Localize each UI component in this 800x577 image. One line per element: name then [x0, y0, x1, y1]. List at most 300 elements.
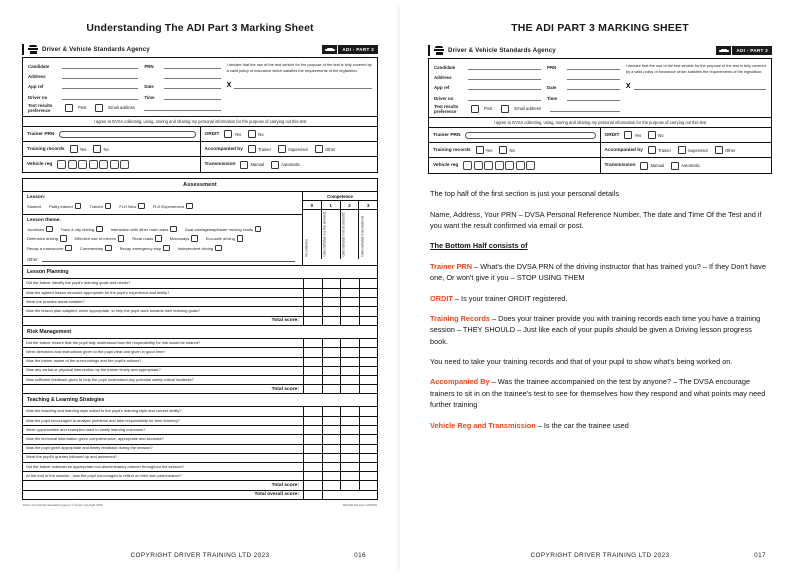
signature-mark: X — [226, 82, 232, 90]
theme-option-checkbox[interactable] — [118, 235, 125, 242]
score-cell[interactable] — [341, 453, 360, 462]
theme-option[interactable] — [206, 235, 246, 242]
score-cell[interactable] — [341, 288, 360, 297]
table-row — [23, 375, 378, 384]
question-text: Were opportunities and examples used to clarify learning outcomes? — [23, 426, 304, 435]
part-badge: ADI - PART 3 — [338, 45, 378, 55]
score-cell[interactable] — [322, 444, 341, 453]
theme-option-label: Town & city driving — [60, 226, 95, 232]
score-cell[interactable] — [341, 444, 360, 453]
paragraph-take-records: You need to take your training records and that of your pupil to show what's being worked on. — [430, 357, 733, 366]
competence-number: 0 — [310, 202, 314, 208]
email-checkbox[interactable] — [501, 105, 509, 113]
time-label: Time — [144, 94, 155, 100]
ordit-yes-checkbox[interactable] — [624, 131, 632, 139]
right-page-title: THE ADI PART 3 MARKING SHEET — [511, 22, 689, 34]
question-text: Were the pupil's queries followed up and answered? — [23, 453, 304, 462]
paragraph-vehicle-reg-text: – Is the car the trainee used — [535, 420, 629, 430]
lesson-theme-block — [23, 215, 302, 265]
student-option-checkbox[interactable] — [105, 203, 112, 210]
training-records-label: Training records — [433, 147, 471, 153]
theme-option[interactable] — [111, 226, 179, 233]
score-cell[interactable] — [304, 444, 323, 453]
score-cell[interactable] — [322, 435, 341, 444]
training-records-no-checkbox[interactable] — [93, 145, 101, 153]
accompanied-other-checkbox[interactable] — [715, 146, 723, 154]
signature-input[interactable] — [234, 82, 372, 89]
prn-input[interactable] — [567, 64, 620, 70]
theme-option[interactable] — [185, 226, 263, 233]
accompanied-trainer-checkbox[interactable] — [248, 145, 256, 153]
student-option[interactable] — [119, 203, 146, 210]
paragraph-training-records-text: – Does your trainer provide you with training records each time you have a training session – THEY SHOULD – Just like each of your pupils should be given a Driving lesson progress book. — [430, 313, 761, 346]
car-icon — [716, 46, 731, 55]
total-score-value[interactable] — [304, 316, 323, 325]
driver-no-input[interactable] — [468, 95, 541, 101]
fine-print-row — [22, 503, 378, 507]
candidate-input[interactable] — [468, 64, 541, 70]
address-input-2[interactable] — [567, 74, 620, 80]
lesson-label: Lesson: — [27, 195, 46, 201]
part-badge: ADI - PART 3 — [732, 46, 772, 56]
ordit-no-checkbox[interactable] — [648, 131, 656, 139]
competence-descriptions — [303, 210, 377, 259]
score-cell[interactable] — [304, 288, 323, 297]
theme-option[interactable] — [178, 245, 224, 252]
theme-option-checkbox[interactable] — [65, 245, 72, 252]
training-records-no-checkbox[interactable] — [499, 146, 507, 154]
marking-sheet-left — [22, 43, 378, 507]
training-records-yes-checkbox[interactable] — [476, 146, 484, 154]
student-option-label: FLH Experienced — [152, 203, 185, 209]
score-cell[interactable] — [359, 298, 378, 307]
score-cell[interactable] — [322, 348, 341, 357]
training-records-cell — [23, 142, 200, 156]
page-number: 017 — [754, 552, 766, 559]
app-ref-label: App ref — [28, 84, 44, 90]
reg-char-box[interactable] — [484, 161, 493, 170]
theme-option-label: Independent driving — [177, 245, 214, 251]
brand-rule — [22, 44, 24, 55]
question-text: Were the practice areas suitable? — [23, 298, 304, 307]
other-theme-row — [27, 256, 298, 262]
total-blank-cell — [322, 316, 341, 325]
table-row — [23, 462, 378, 471]
score-cell[interactable] — [304, 462, 323, 471]
theme-option[interactable] — [120, 245, 172, 252]
keyword-vehicle-reg-transmission: Vehicle Reg and Transmission — [430, 420, 536, 430]
theme-option-label: Rural roads — [132, 236, 154, 241]
training-records-yes-checkbox[interactable] — [70, 145, 78, 153]
student-option-checkbox[interactable] — [186, 203, 193, 210]
score-cell[interactable] — [322, 298, 341, 307]
score-cell[interactable] — [341, 307, 360, 316]
email-label: Email address — [108, 105, 135, 111]
brand-left — [22, 44, 150, 55]
theme-option[interactable] — [27, 235, 69, 242]
score-cell[interactable] — [341, 435, 360, 444]
total-score-value[interactable] — [304, 385, 323, 394]
royal-crest-icon — [28, 45, 38, 54]
theme-option[interactable] — [80, 245, 114, 252]
theme-option-checkbox[interactable] — [155, 235, 162, 242]
score-cell[interactable] — [322, 307, 341, 316]
score-cell[interactable] — [341, 375, 360, 384]
royal-crest-icon — [434, 46, 444, 55]
reg-char-box[interactable] — [526, 161, 535, 170]
score-cell[interactable] — [341, 462, 360, 471]
signature-input[interactable] — [634, 83, 766, 90]
trainer-prn-input[interactable] — [465, 132, 595, 140]
address-label: Address — [28, 74, 46, 80]
theme-option-label: Dual carriageway/faster moving roads — [184, 226, 253, 232]
question-text: Was the lesson plan adapted, when appropriate, to help the pupil work towards their learning goals? — [23, 307, 304, 316]
score-cell[interactable] — [341, 348, 360, 357]
score-cell[interactable] — [359, 339, 378, 348]
competence-number: 3 — [358, 201, 377, 209]
competence-description: No evidence — [304, 239, 309, 257]
reg-char-box[interactable] — [474, 161, 483, 170]
personal-details — [429, 59, 771, 117]
score-cell[interactable] — [341, 417, 360, 426]
test-results-preference-row — [28, 103, 221, 113]
app-ref-label: App ref — [434, 85, 450, 91]
total-blank-cell — [341, 385, 360, 394]
score-cell[interactable] — [359, 462, 378, 471]
trainer-prn-label: Trainer PRN — [433, 132, 461, 138]
student-label: Student — [27, 203, 41, 209]
score-cell[interactable] — [341, 339, 360, 348]
theme-option-checkbox[interactable] — [170, 226, 177, 233]
email-checkbox[interactable] — [95, 104, 103, 112]
accompanied-other-label: Other — [725, 147, 736, 153]
brand-bar — [22, 43, 378, 57]
theme-option-checkbox[interactable] — [255, 226, 262, 233]
lesson-planning-table — [22, 279, 378, 325]
email-input[interactable] — [550, 106, 620, 112]
score-cell[interactable] — [341, 279, 360, 288]
theme-option-checkbox[interactable] — [60, 235, 67, 242]
student-option[interactable] — [49, 203, 83, 210]
keyword-accompanied-by: Accompanied By — [430, 377, 490, 387]
table-row — [23, 279, 378, 288]
transmission-manual-checkbox[interactable] — [640, 162, 648, 170]
score-cell[interactable] — [304, 339, 323, 348]
theme-option-checkbox[interactable] — [46, 226, 53, 233]
email-input[interactable] — [144, 105, 221, 111]
accompanied-by-cell — [200, 142, 378, 156]
transmission-cell — [600, 158, 772, 173]
score-cell[interactable] — [304, 366, 323, 375]
date-label: Date — [546, 85, 557, 91]
theme-option[interactable] — [61, 226, 105, 233]
student-option[interactable] — [89, 203, 113, 210]
score-cell[interactable] — [359, 407, 378, 416]
overall-total-blank — [322, 490, 378, 499]
trainer-prn-row — [428, 128, 772, 143]
score-cell[interactable] — [322, 417, 341, 426]
paragraph-accompanied-by — [430, 376, 770, 410]
competence-numbers — [303, 201, 377, 210]
total-blank-cell — [341, 481, 360, 490]
score-cell[interactable] — [359, 417, 378, 426]
candidate-label: Candidate — [28, 63, 50, 69]
score-cell[interactable] — [322, 453, 341, 462]
address-input[interactable] — [468, 74, 541, 80]
right-page-footer — [400, 552, 800, 559]
transmission-cell — [200, 157, 378, 172]
theme-option-checkbox[interactable] — [215, 245, 222, 252]
reg-char-box[interactable] — [110, 160, 119, 169]
reg-char-box[interactable] — [120, 160, 129, 169]
question-text: Did the trainer ensure that the pupil fully understood how the responsibility for risk would be shared? — [23, 339, 304, 348]
score-cell[interactable] — [341, 366, 360, 375]
other-theme-input[interactable] — [42, 256, 295, 262]
theme-option-checkbox[interactable] — [191, 235, 198, 242]
student-options — [27, 203, 298, 212]
keyword-trainer-prn: Trainer PRN — [430, 261, 473, 271]
vehicle-reg-row — [428, 158, 772, 174]
trainer-prn-input[interactable] — [59, 131, 195, 139]
score-cell[interactable] — [359, 279, 378, 288]
reg-char-box[interactable] — [463, 161, 472, 170]
score-cell[interactable] — [322, 339, 341, 348]
theme-option[interactable] — [75, 235, 127, 242]
prn-label: PRN — [144, 63, 154, 69]
theme-option-checkbox[interactable] — [105, 245, 112, 252]
score-cell[interactable] — [304, 472, 323, 481]
brand-right — [716, 46, 772, 56]
time-input[interactable] — [567, 95, 620, 101]
student-option-checkbox[interactable] — [75, 203, 82, 210]
score-cell[interactable] — [359, 366, 378, 375]
address-input[interactable] — [62, 73, 138, 79]
reg-char-box[interactable] — [505, 161, 514, 170]
theme-option-checkbox[interactable] — [163, 245, 170, 252]
vehicle-reg-row — [22, 157, 378, 173]
trainer-prn-cell — [23, 127, 200, 141]
theme-option-checkbox[interactable] — [96, 226, 103, 233]
crown-copyright: Driver and Vehicle Standards Agency © Crown copyright 2020 — [23, 502, 103, 507]
reg-char-box[interactable] — [78, 160, 87, 169]
question-text: Was the pupil given appropriate and timely feedback during the session? — [23, 444, 304, 453]
signature-mark: X — [625, 83, 631, 91]
paragraph-trainer-prn-text: – What's the DVSA PRN of the driving instructor that has trained you? – If they Don't have one, Or won't give it you – STOP USING THEM — [430, 261, 766, 283]
post-checkbox[interactable] — [471, 105, 479, 113]
training-records-yes-label: Yes — [79, 146, 87, 152]
vehicle-reg-input[interactable] — [463, 161, 535, 170]
insurance-declaration: I declare that the use of the test vehicle for the purpose of the test is fully covered by a valid policy of insurance which satisfies the requirements of the legislation. — [625, 63, 766, 74]
address-row — [28, 72, 221, 79]
question-text: Did the trainer identify the pupil's learning goals and needs? — [23, 279, 304, 288]
table-row — [23, 453, 378, 462]
ordit-no-label: No — [258, 131, 264, 137]
score-cell[interactable] — [359, 444, 378, 453]
prn-input[interactable] — [164, 63, 220, 69]
consent-statement: I agree to DVSA collecting, using, storing and sharing my personal information for the purpose of carrying out this test — [23, 116, 377, 126]
score-cell[interactable] — [322, 375, 341, 384]
theme-option[interactable] — [27, 226, 55, 233]
reg-char-box[interactable] — [516, 161, 525, 170]
total-score-label: Total score: — [23, 481, 304, 490]
time-label: Time — [546, 95, 558, 101]
score-cell[interactable] — [359, 307, 378, 316]
accompanied-supervisor-checkbox[interactable] — [678, 146, 686, 154]
student-option[interactable] — [153, 203, 195, 210]
table-row — [23, 472, 378, 481]
brand-rule — [428, 45, 430, 56]
theme-option[interactable] — [132, 235, 163, 242]
question-text: Was sufficient feedback given to help the pupil understand any potential safety critical incidents? — [23, 375, 304, 384]
post-checkbox[interactable] — [65, 104, 73, 112]
driver-no-input[interactable] — [62, 94, 138, 100]
reg-char-box[interactable] — [495, 161, 504, 170]
signature-row — [227, 82, 372, 89]
accompanied-by-label: Accompanied by — [204, 146, 243, 152]
accompanied-supervisor-checkbox[interactable] — [278, 145, 286, 153]
transmission-automatic-checkbox[interactable] — [671, 162, 679, 170]
reg-char-box[interactable] — [68, 160, 77, 169]
explanatory-text — [400, 174, 800, 431]
theme-option-label: Eco-safe driving — [205, 236, 235, 241]
table-row — [23, 407, 378, 416]
table-row — [23, 288, 378, 297]
app-ref-input[interactable] — [62, 83, 138, 89]
training-records-label: Training records — [27, 146, 65, 152]
score-cell[interactable] — [359, 426, 378, 435]
score-cell[interactable] — [341, 407, 360, 416]
score-cell[interactable] — [322, 357, 341, 366]
question-text: At the end of the session - was the pupil encouraged to reflect on their own performance? — [23, 472, 304, 481]
score-cell[interactable] — [341, 298, 360, 307]
table-row — [23, 435, 378, 444]
paragraph-accompanied-by-text: – Was the trainee accompanied on the test by anyone? – The DVSA encourage trainers to sit in on the trainee's test to see for themselves how they respond and what points may need further training — [430, 377, 766, 410]
vehicle-reg-input[interactable] — [57, 160, 129, 169]
date-input[interactable] — [567, 84, 620, 90]
student-option-checkbox[interactable] — [138, 203, 145, 210]
ordit-yes-checkbox[interactable] — [224, 130, 232, 138]
score-cell[interactable] — [359, 453, 378, 462]
theme-option-label: Recap a manoeuvre — [27, 245, 64, 251]
address-input-2[interactable] — [164, 73, 220, 79]
brand-bar — [428, 44, 772, 58]
score-cell[interactable] — [304, 298, 323, 307]
date-input[interactable] — [164, 83, 220, 89]
student-option-label: Trained — [89, 203, 103, 209]
theme-option-label: Defensive driving — [27, 236, 59, 241]
competence-header — [303, 192, 377, 265]
score-cell[interactable] — [359, 348, 378, 357]
score-cell[interactable] — [359, 375, 378, 384]
score-cell[interactable] — [304, 357, 323, 366]
score-cell[interactable] — [304, 375, 323, 384]
score-cell[interactable] — [359, 288, 378, 297]
score-cell[interactable] — [304, 426, 323, 435]
score-cell[interactable] — [359, 435, 378, 444]
transmission-manual-checkbox[interactable] — [240, 161, 248, 169]
score-cell[interactable] — [304, 307, 323, 316]
score-cell[interactable] — [304, 348, 323, 357]
competence-description: Demonstrated in all elements — [360, 216, 365, 257]
score-cell[interactable] — [322, 462, 341, 471]
ordit-yes-label: Yes — [234, 131, 242, 137]
date-label: Date — [144, 84, 154, 90]
score-cell[interactable] — [322, 366, 341, 375]
score-cell[interactable] — [359, 357, 378, 366]
score-cell[interactable] — [304, 417, 323, 426]
total-score-value[interactable] — [304, 481, 323, 490]
score-cell[interactable] — [304, 279, 323, 288]
question-text: Was any verbal or physical intervention by the trainer timely and appropriate? — [23, 366, 304, 375]
car-icon — [322, 45, 337, 54]
overall-total-value[interactable] — [304, 490, 323, 499]
lesson-theme-label: Lesson theme: — [27, 218, 61, 224]
question-text: Was the teaching and learning style suited to the pupil's learning style and current ability? — [23, 407, 304, 416]
marking-sheet-right — [428, 44, 772, 174]
candidate-input[interactable] — [62, 63, 138, 69]
app-ref-input[interactable] — [468, 84, 541, 90]
table-row — [23, 339, 378, 348]
app-ref-row — [28, 82, 221, 89]
accompanied-supervisor-label: Supervisor — [288, 146, 309, 152]
section-heading-risk-management: Risk Management — [22, 326, 378, 339]
theme-option-label: Commentary — [79, 245, 104, 251]
reg-char-box[interactable] — [89, 160, 98, 169]
trainer-prn-cell — [429, 128, 600, 142]
paragraph-ordit-text: – Is your trainer ORDIT registered. — [452, 293, 568, 303]
theme-option-checkbox[interactable] — [237, 235, 244, 242]
competence-description: Demonstrated in a few elements — [322, 211, 327, 257]
score-cell[interactable] — [341, 426, 360, 435]
accompanied-other-label: Other — [325, 146, 336, 152]
ordit-no-label: No — [658, 132, 664, 138]
score-cell[interactable] — [341, 472, 360, 481]
table-row — [23, 307, 378, 316]
score-cell[interactable] — [304, 435, 323, 444]
score-cell[interactable] — [304, 453, 323, 462]
score-cell[interactable] — [322, 426, 341, 435]
driver-no-label: Driver no — [434, 95, 454, 101]
transmission-label: Transmission — [204, 162, 236, 168]
score-cell[interactable] — [359, 472, 378, 481]
time-input[interactable] — [164, 94, 220, 100]
transmission-automatic-checkbox[interactable] — [271, 161, 279, 169]
test-results-preference-row — [434, 104, 620, 114]
accompanied-trainer-checkbox[interactable] — [648, 146, 656, 154]
score-cell[interactable] — [304, 407, 323, 416]
theme-option[interactable] — [170, 235, 200, 242]
score-cell[interactable] — [341, 357, 360, 366]
table-row — [23, 366, 378, 375]
reg-char-box[interactable] — [99, 160, 108, 169]
score-cell[interactable] — [322, 472, 341, 481]
score-cell[interactable] — [322, 279, 341, 288]
training-records-yes-label: Yes — [485, 147, 493, 153]
table-row — [23, 357, 378, 366]
score-cell[interactable] — [322, 407, 341, 416]
paragraph-trainer-prn — [430, 261, 770, 284]
accompanied-other-checkbox[interactable] — [315, 145, 323, 153]
reg-char-box[interactable] — [57, 160, 66, 169]
accompanied-trainer-label: Trainer — [257, 146, 271, 152]
ordit-no-checkbox[interactable] — [248, 130, 256, 138]
transmission-manual-label: Manual — [650, 163, 665, 169]
theme-option[interactable] — [27, 245, 74, 252]
total-score-label: Total score: — [23, 316, 304, 325]
score-cell[interactable] — [322, 288, 341, 297]
table-row — [23, 417, 378, 426]
left-page-footer — [0, 552, 400, 559]
